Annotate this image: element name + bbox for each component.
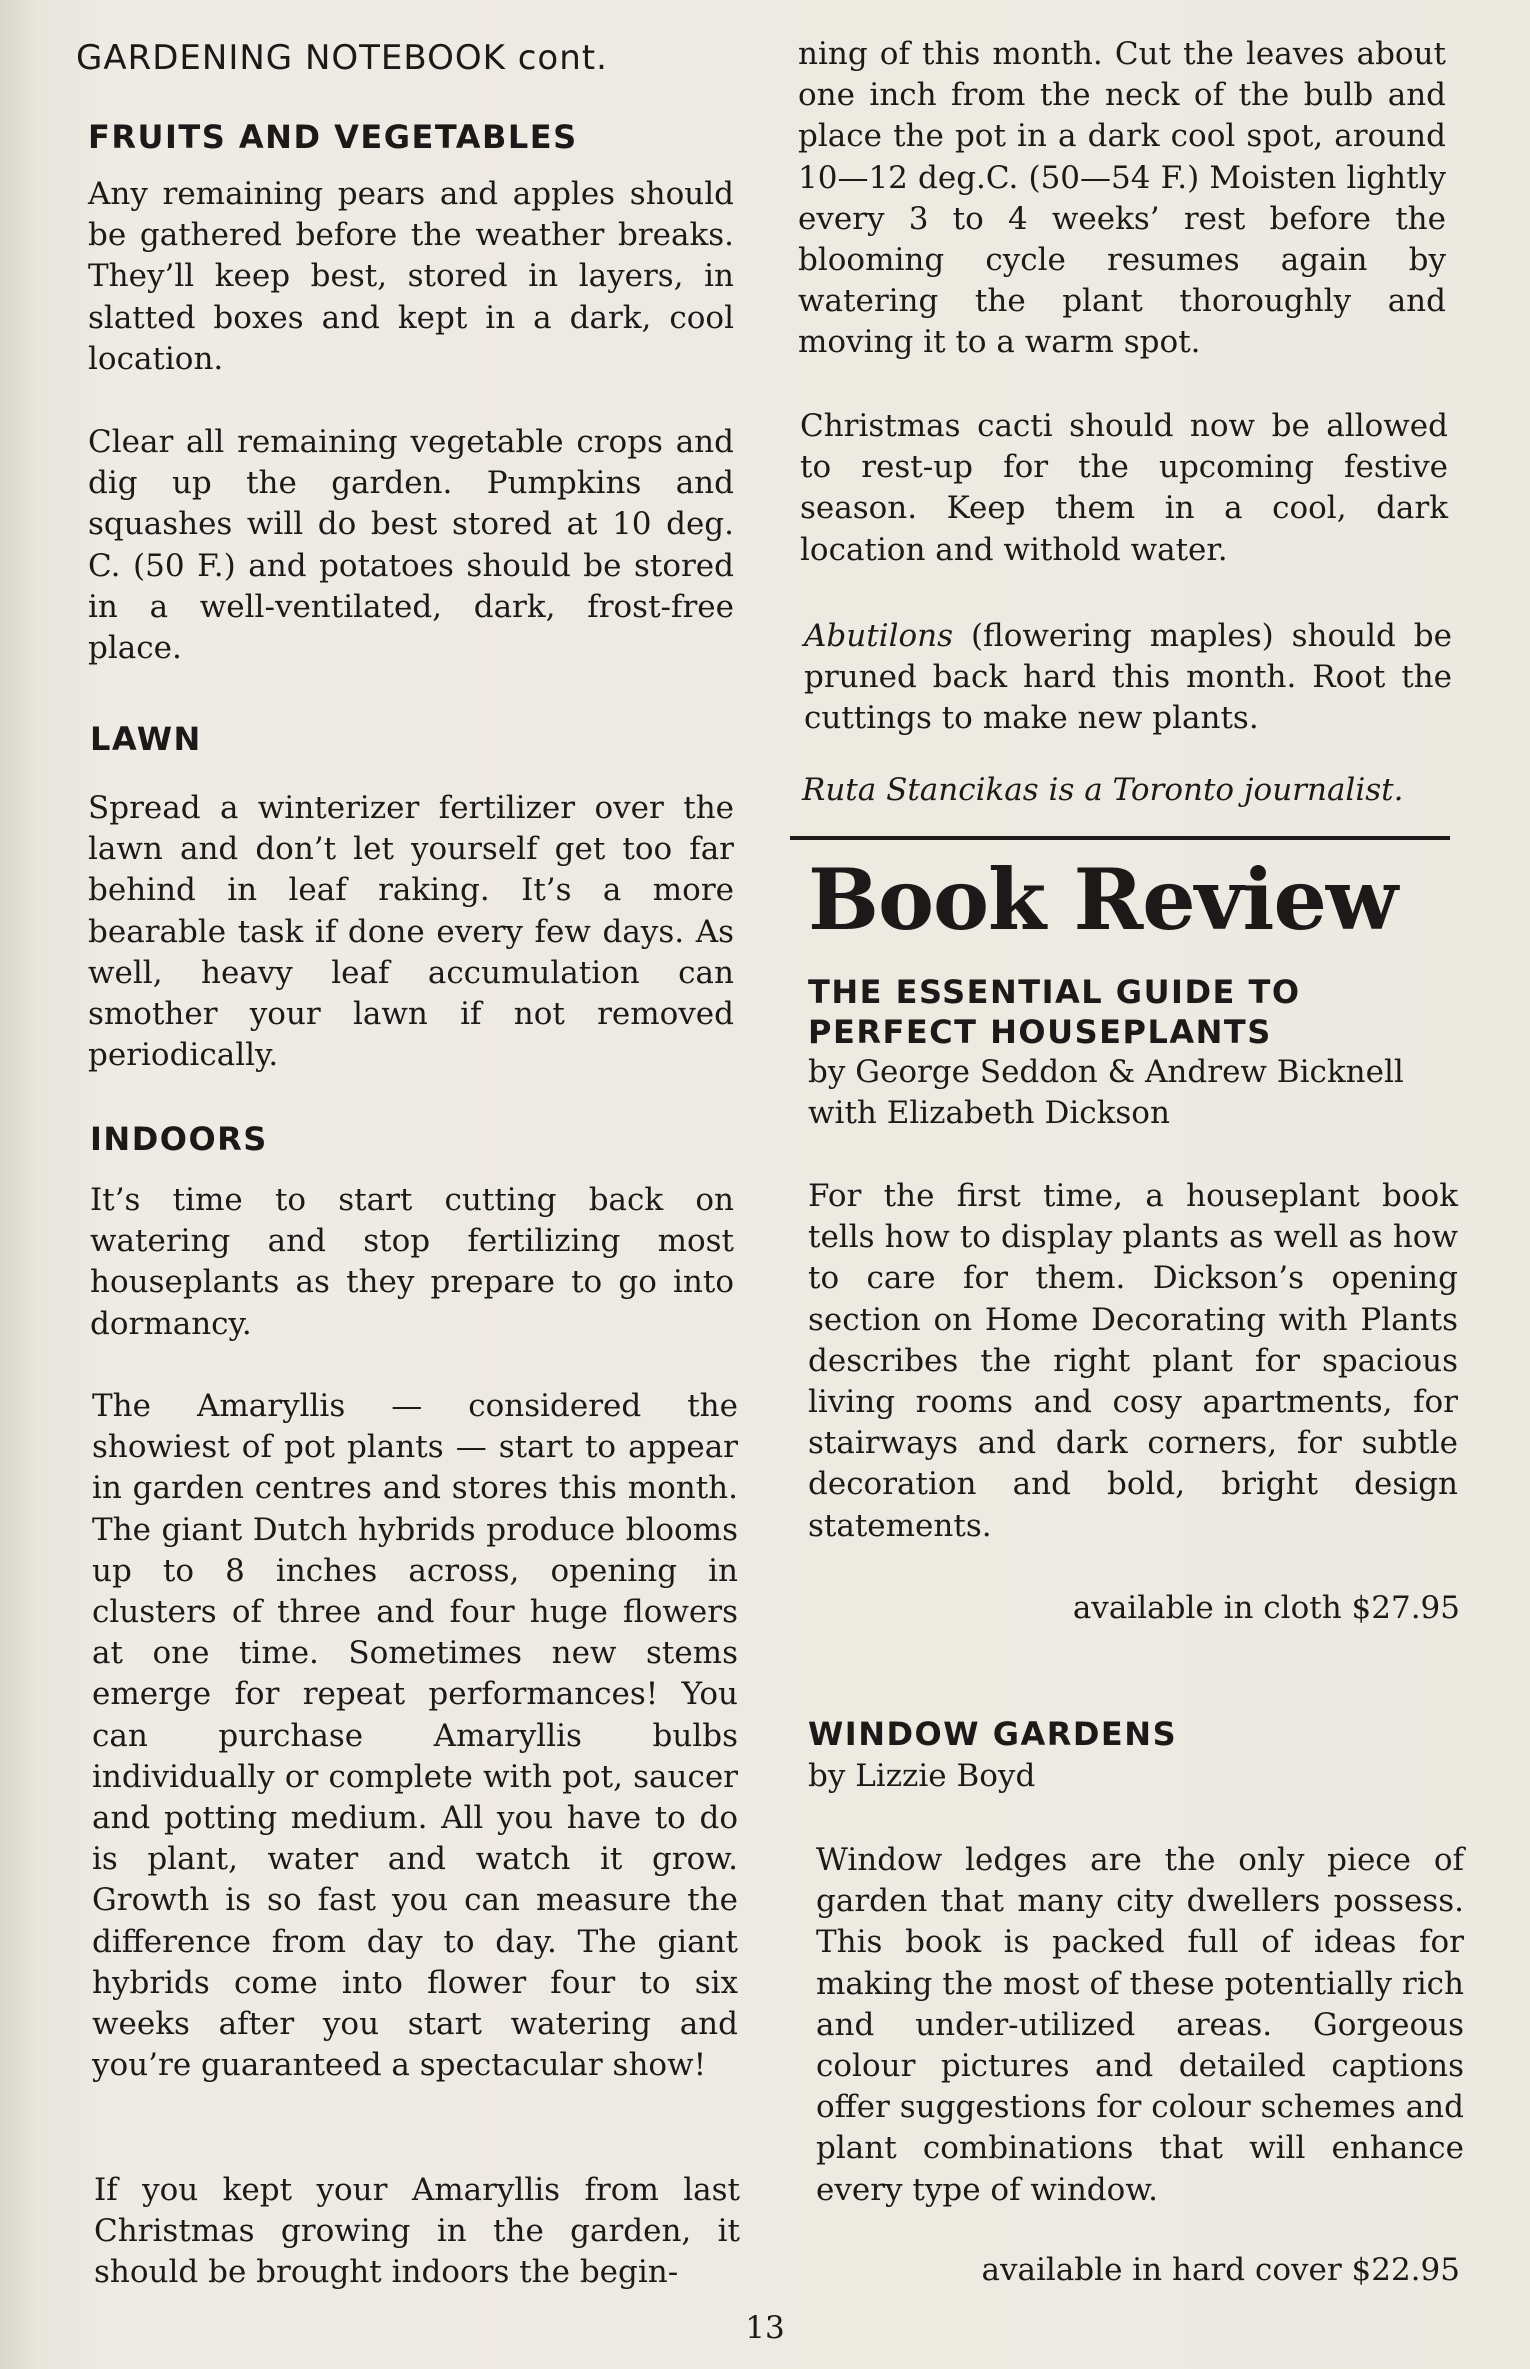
book1-title: THE ESSENTIAL GUIDE TO PERFECT HOUSEPLANTS xyxy=(808,973,1301,1051)
running-head: GARDENING NOTEBOOK cont. xyxy=(76,38,608,78)
section-divider-rule xyxy=(790,836,1450,840)
fruits-paragraph-2: Clear all remaining vegetable crops and dig up the garden. Pumpkins and squashes will do best stored at 10 deg. C. (50 F.) and potatoes should be stored in a well-ventilated, dark, frost-free place. xyxy=(88,424,734,667)
book2-description: Window ledges are the only piece of garden that many city dwellers possess. This book is packed full of ideas for making the most of these potentially rich and under-utilized areas. Gorgeous colour pictures and detailed captions offer suggestions for colour schemes and plant combinations that will enhance every type of window. xyxy=(816,1842,1464,2208)
heading-fruits-vegetables: FRUITS AND VEGETABLES xyxy=(88,118,578,156)
author-note: Ruta Stancikas is a Toronto journalist. xyxy=(802,772,1404,808)
lawn-paragraph: Spread a winterizer fertilizer over the lawn and don’t let yourself get too far behind in leaf raking. It’s a more bearable task if done every few days. As well, heavy leaf accumulation can smother your lawn if not removed periodically. xyxy=(88,790,734,1074)
book-review-title: Book Review xyxy=(808,850,1398,949)
heading-lawn: LAWN xyxy=(90,720,202,758)
heading-indoors: INDOORS xyxy=(90,1120,268,1158)
book2-byline: by Lizzie Boyd xyxy=(808,1758,1036,1794)
indoors-paragraph-amaryllis: The Amaryllis — considered the showiest of pot plants — start to appear in garden centres and stores this month. The giant Dutch hybrids produce blooms up to 8 inches across, opening in clusters of three and four huge flowers at one time. Sometimes new stems emerge for repeat performances! You can purchase Amaryllis bulbs individually or complete with pot, saucer and potting medium. All you have to do is plant, water and watch it grow. Growth is so fast you can measure the difference from day to day. The giant hybrids come into flower four to six weeks after you start watering and you’re guaranteed a spectacular show! xyxy=(92,1388,738,2084)
book2-title: WINDOW GARDENS xyxy=(808,1715,1178,1753)
fruits-paragraph-1: Any remaining pears and apples should be gathered before the weather breaks. They’ll keep best, stored in layers, in slatted boxes and kept in a dark, cool location. xyxy=(88,176,734,377)
page-number: 13 xyxy=(745,2310,785,2346)
indoors-paragraph-3: If you kept your Amaryllis from last Christmas growing in the garden, it should be brought indoors the begin- xyxy=(94,2172,740,2291)
abutilons-text: (flowering maples) should be pruned back hard this month. Root the cuttings to make new plants. xyxy=(804,618,1452,737)
book1-byline: by George Seddon & Andrew Bicknell with Elizabeth Dickson xyxy=(808,1054,1404,1131)
book2-price: available in hard cover $22.95 xyxy=(981,2252,1460,2288)
book1-description: For the first time, a houseplant book tells how to display plants as well as how to care for them. Dickson’s opening section on Home Decorating with Plants describes the right plant for spacious living rooms and cosy apartments, for stairways and dark corners, for subtle decoration and bold, bright design statements. xyxy=(808,1178,1458,1544)
abutilons-term: Abutilons xyxy=(804,618,954,654)
christmas-cacti-paragraph: Christmas cacti should now be allowed to rest-up for the upcoming festive season. Keep them in a cool, dark location and withold water. xyxy=(800,408,1448,568)
indoors-paragraph-1: It’s time to start cutting back on watering and stop fertilizing most houseplants as they prepare to go into dormancy. xyxy=(90,1182,734,1342)
book1-price: available in cloth $27.95 xyxy=(1072,1590,1460,1626)
amaryllis-continued-paragraph: ning of this month. Cut the leaves about one inch from the neck of the bulb and place the pot in a dark cool spot, around 10—12 deg.C. (50—54 F.) Moisten lightly every 3 to 4 weeks’ rest before the blooming cycle resumes again by watering the plant thoroughly and moving it to a warm spot. xyxy=(798,36,1446,361)
abutilons-paragraph xyxy=(804,616,1452,740)
